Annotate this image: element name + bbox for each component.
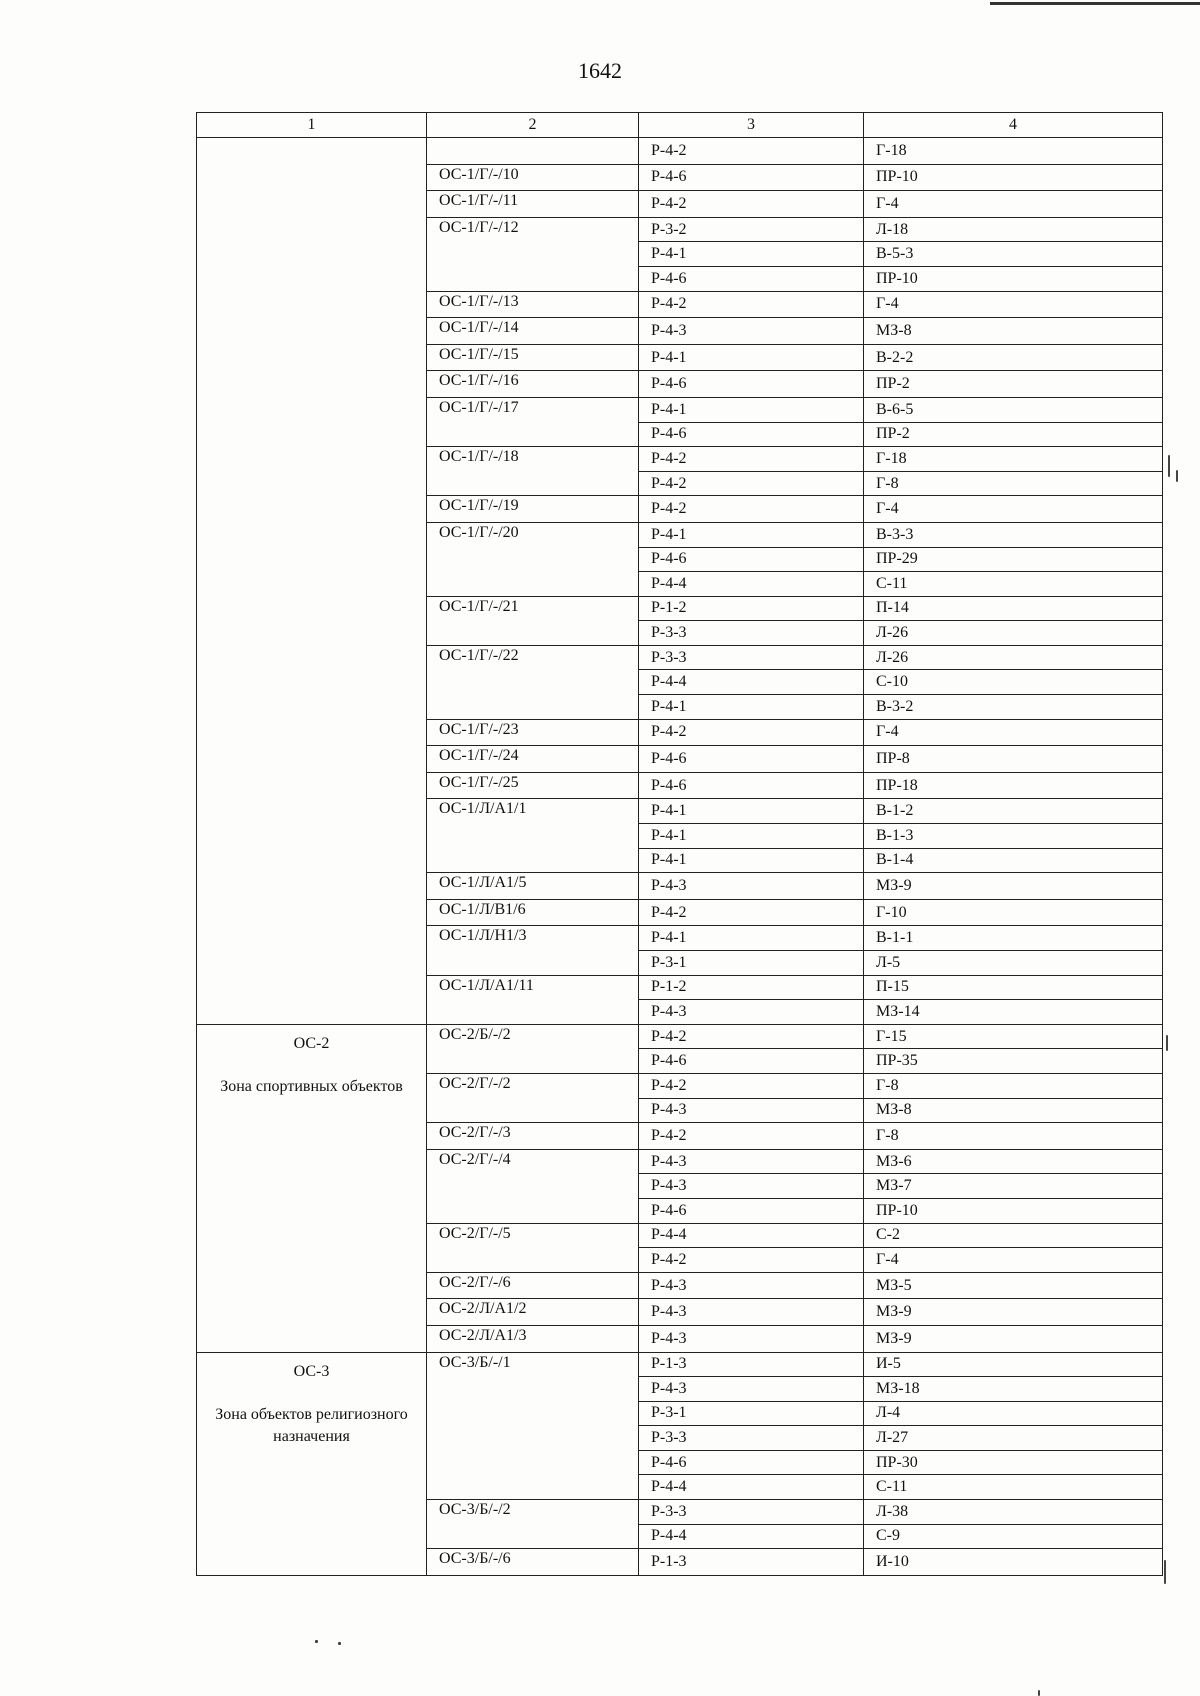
restriction-code-cell: В-1-3: [864, 824, 1163, 849]
header-col-1: 1: [197, 113, 427, 138]
object-id-cell: ОС-1/Г/-/20: [427, 522, 639, 596]
object-id-cell: ОС-1/Л/А1/5: [427, 873, 639, 900]
restriction-code-cell: ПР-2: [864, 422, 1163, 447]
restriction-code-cell: Г-4: [864, 496, 1163, 523]
object-id-cell: ОС-2/Л/А1/2: [427, 1299, 639, 1326]
restriction-code-cell: ПР-30: [864, 1450, 1163, 1475]
regulation-code-cell: Р-4-3: [639, 1174, 864, 1199]
header-col-4: 4: [864, 113, 1163, 138]
restriction-code-cell: ПР-10: [864, 266, 1163, 291]
object-id-cell: ОС-1/Л/А1/11: [427, 975, 639, 1024]
scan-speck: [1038, 1690, 1040, 1696]
restriction-code-cell: ПР-8: [864, 746, 1163, 773]
restriction-code-cell: С-11: [864, 1475, 1163, 1500]
regulation-code-cell: Р-4-2: [639, 291, 864, 318]
object-id-cell: ОС-3/Б/-/1: [427, 1352, 639, 1500]
restriction-code-cell: Г-15: [864, 1024, 1163, 1049]
object-id-cell: ОС-1/Г/-/18: [427, 447, 639, 496]
object-id-cell: ОС-2/Г/-/6: [427, 1272, 639, 1299]
restriction-code-cell: С-2: [864, 1223, 1163, 1248]
regulation-code-cell: Р-4-6: [639, 746, 864, 773]
restriction-code-cell: ПР-2: [864, 371, 1163, 398]
restriction-code-cell: Л-18: [864, 217, 1163, 242]
object-id-cell: ОС-1/Г/-/13: [427, 291, 639, 318]
regulation-code-cell: Р-4-6: [639, 1049, 864, 1074]
restriction-code-cell: Г-4: [864, 719, 1163, 746]
object-id-cell: ОС-1/Г/-/25: [427, 772, 639, 799]
restriction-code-cell: Г-8: [864, 471, 1163, 496]
table-row: [197, 1352, 1163, 1377]
regulation-code-cell: Р-4-6: [639, 422, 864, 447]
restriction-code-cell: С-9: [864, 1524, 1163, 1549]
table-row: [197, 138, 1163, 165]
regulation-code-cell: Р-1-2: [639, 975, 864, 1000]
restriction-code-cell: В-2-2: [864, 344, 1163, 371]
restriction-code-cell: В-1-4: [864, 848, 1163, 873]
object-id-cell: ОС-3/Б/-/6: [427, 1549, 639, 1576]
restriction-code-cell: В-6-5: [864, 397, 1163, 422]
regulation-code-cell: Р-4-2: [639, 719, 864, 746]
scan-speck: [338, 1642, 341, 1645]
object-id-cell: ОС-2/Г/-/2: [427, 1073, 639, 1122]
restriction-code-cell: Л-4: [864, 1401, 1163, 1426]
scan-speck: [1166, 1035, 1168, 1051]
table-header-row: [197, 113, 1163, 138]
restriction-code-cell: МЗ-18: [864, 1377, 1163, 1402]
object-id-cell: ОС-2/Г/-/3: [427, 1123, 639, 1150]
regulation-code-cell: Р-4-1: [639, 397, 864, 422]
regulation-code-cell: Р-3-3: [639, 1426, 864, 1451]
regulation-code-cell: Р-4-1: [639, 695, 864, 720]
restriction-code-cell: Л-5: [864, 951, 1163, 976]
regulation-code-cell: Р-4-3: [639, 1325, 864, 1352]
object-id-cell: [427, 138, 639, 165]
object-id-cell: ОС-1/Л/В1/6: [427, 899, 639, 926]
restriction-code-cell: П-15: [864, 975, 1163, 1000]
object-id-cell: ОС-2/Л/А1/3: [427, 1325, 639, 1352]
object-id-cell: ОС-1/Г/-/22: [427, 645, 639, 719]
object-id-cell: ОС-1/Г/-/10: [427, 164, 639, 191]
regulation-code-cell: Р-4-6: [639, 547, 864, 572]
regulation-code-cell: Р-4-4: [639, 1524, 864, 1549]
restriction-code-cell: ПР-35: [864, 1049, 1163, 1074]
restriction-code-cell: МЗ-6: [864, 1149, 1163, 1174]
restriction-code-cell: МЗ-5: [864, 1272, 1163, 1299]
restriction-code-cell: В-1-2: [864, 799, 1163, 824]
restriction-code-cell: Л-26: [864, 645, 1163, 670]
regulation-code-cell: Р-4-2: [639, 447, 864, 472]
restriction-code-cell: Г-4: [864, 191, 1163, 218]
regulation-code-cell: Р-4-3: [639, 873, 864, 900]
restriction-code-cell: И-5: [864, 1352, 1163, 1377]
regulation-code-cell: Р-4-2: [639, 191, 864, 218]
regulation-code-cell: Р-1-2: [639, 596, 864, 621]
scan-speck: [1176, 470, 1178, 482]
regulation-code-cell: Р-4-2: [639, 471, 864, 496]
zone-table: [196, 112, 1163, 1576]
regulation-code-cell: Р-4-4: [639, 670, 864, 695]
regulation-code-cell: Р-4-2: [639, 1073, 864, 1098]
regulation-code-cell: Р-4-3: [639, 1000, 864, 1025]
object-id-cell: ОС-1/Г/-/19: [427, 496, 639, 523]
restriction-code-cell: И-10: [864, 1549, 1163, 1576]
regulation-code-cell: Р-4-4: [639, 1223, 864, 1248]
header-col-3: 3: [639, 113, 864, 138]
object-id-cell: ОС-1/Г/-/16: [427, 371, 639, 398]
restriction-code-cell: Г-10: [864, 899, 1163, 926]
scan-speck: [1168, 455, 1170, 477]
restriction-code-cell: Г-4: [864, 291, 1163, 318]
object-id-cell: ОС-1/Г/-/12: [427, 217, 639, 291]
restriction-code-cell: Л-26: [864, 621, 1163, 646]
object-id-cell: ОС-1/Л/А1/1: [427, 799, 639, 873]
regulation-code-cell: Р-4-1: [639, 344, 864, 371]
regulation-code-cell: Р-3-1: [639, 951, 864, 976]
scan-edge-line: [990, 2, 1200, 5]
scan-speck: [315, 1640, 318, 1643]
regulation-code-cell: Р-4-2: [639, 1248, 864, 1273]
restriction-code-cell: Г-4: [864, 1248, 1163, 1273]
regulation-code-cell: Р-3-2: [639, 217, 864, 242]
restriction-code-cell: ПР-18: [864, 772, 1163, 799]
regulation-code-cell: Р-4-6: [639, 164, 864, 191]
regulation-code-cell: Р-4-4: [639, 572, 864, 597]
restriction-code-cell: ПР-10: [864, 164, 1163, 191]
regulation-code-cell: Р-1-3: [639, 1549, 864, 1576]
object-id-cell: ОС-3/Б/-/2: [427, 1500, 639, 1549]
regulation-code-cell: Р-4-1: [639, 242, 864, 267]
object-id-cell: ОС-2/Г/-/5: [427, 1223, 639, 1272]
object-id-cell: ОС-1/Л/Н1/3: [427, 926, 639, 975]
regulation-code-cell: Р-4-2: [639, 1123, 864, 1150]
restriction-code-cell: В-1-1: [864, 926, 1163, 951]
zone-name: Зона спортивных объектов: [220, 1078, 403, 1096]
regulation-code-cell: Р-4-1: [639, 799, 864, 824]
regulation-code-cell: Р-4-3: [639, 1272, 864, 1299]
table-body: [197, 138, 1163, 1576]
zone-name: Зона объектов религиозного назначения: [215, 1406, 408, 1445]
restriction-code-cell: МЗ-9: [864, 1325, 1163, 1352]
regulation-code-cell: Р-3-3: [639, 1500, 864, 1525]
object-id-cell: ОС-1/Г/-/17: [427, 397, 639, 446]
restriction-code-cell: В-3-2: [864, 695, 1163, 720]
regulation-code-cell: Р-4-2: [639, 1024, 864, 1049]
regulation-code-cell: Р-4-6: [639, 1450, 864, 1475]
regulation-code-cell: Р-4-1: [639, 926, 864, 951]
regulation-code-cell: Р-4-4: [639, 1475, 864, 1500]
restriction-code-cell: С-10: [864, 670, 1163, 695]
table-row: [197, 1024, 1163, 1049]
regulation-code-cell: Р-3-3: [639, 621, 864, 646]
regulation-code-cell: Р-4-6: [639, 1198, 864, 1223]
restriction-code-cell: ПР-29: [864, 547, 1163, 572]
regulation-code-cell: Р-1-3: [639, 1352, 864, 1377]
regulation-code-cell: Р-3-3: [639, 645, 864, 670]
regulation-code-cell: Р-4-3: [639, 318, 864, 345]
restriction-code-cell: Л-27: [864, 1426, 1163, 1451]
zone-cell: [197, 1024, 427, 1352]
header-col-2: 2: [427, 113, 639, 138]
regulation-code-cell: Р-4-2: [639, 899, 864, 926]
restriction-code-cell: В-5-3: [864, 242, 1163, 267]
regulation-code-cell: Р-4-3: [639, 1299, 864, 1326]
regulation-code-cell: Р-4-3: [639, 1149, 864, 1174]
regulation-code-cell: Р-4-6: [639, 371, 864, 398]
page-number: 1642: [578, 58, 622, 83]
restriction-code-cell: МЗ-8: [864, 1098, 1163, 1123]
regulation-code-cell: Р-4-2: [639, 138, 864, 165]
regulation-code-cell: Р-4-1: [639, 522, 864, 547]
object-id-cell: ОС-2/Б/-/2: [427, 1024, 639, 1073]
restriction-code-cell: Г-18: [864, 447, 1163, 472]
restriction-code-cell: Г-18: [864, 138, 1163, 165]
regulation-code-cell: Р-4-1: [639, 824, 864, 849]
restriction-code-cell: МЗ-8: [864, 318, 1163, 345]
object-id-cell: ОС-1/Г/-/21: [427, 596, 639, 645]
restriction-code-cell: С-11: [864, 572, 1163, 597]
restriction-code-cell: МЗ-14: [864, 1000, 1163, 1025]
regulation-code-cell: Р-4-2: [639, 496, 864, 523]
object-id-cell: ОС-1/Г/-/14: [427, 318, 639, 345]
regulation-code-cell: Р-4-3: [639, 1377, 864, 1402]
regulation-code-cell: Р-4-6: [639, 772, 864, 799]
restriction-code-cell: В-3-3: [864, 522, 1163, 547]
zone-cell: [197, 1352, 427, 1575]
restriction-code-cell: Г-8: [864, 1073, 1163, 1098]
regulation-code-cell: Р-4-3: [639, 1098, 864, 1123]
restriction-code-cell: МЗ-7: [864, 1174, 1163, 1199]
restriction-code-cell: Г-8: [864, 1123, 1163, 1150]
regulation-code-cell: Р-3-1: [639, 1401, 864, 1426]
object-id-cell: ОС-1/Г/-/11: [427, 191, 639, 218]
restriction-code-cell: П-14: [864, 596, 1163, 621]
restriction-code-cell: ПР-10: [864, 1198, 1163, 1223]
restriction-code-cell: МЗ-9: [864, 873, 1163, 900]
object-id-cell: ОС-2/Г/-/4: [427, 1149, 639, 1223]
zone-code: ОС-3: [293, 1362, 330, 1380]
scan-speck: [1164, 1560, 1166, 1584]
regulation-code-cell: Р-4-6: [639, 266, 864, 291]
zone-cell: [197, 138, 427, 1025]
zone-code: ОС-2: [293, 1034, 330, 1052]
object-id-cell: ОС-1/Г/-/23: [427, 719, 639, 746]
object-id-cell: ОС-1/Г/-/24: [427, 746, 639, 773]
object-id-cell: ОС-1/Г/-/15: [427, 344, 639, 371]
regulation-code-cell: Р-4-1: [639, 848, 864, 873]
restriction-code-cell: Л-38: [864, 1500, 1163, 1525]
restriction-code-cell: МЗ-9: [864, 1299, 1163, 1326]
